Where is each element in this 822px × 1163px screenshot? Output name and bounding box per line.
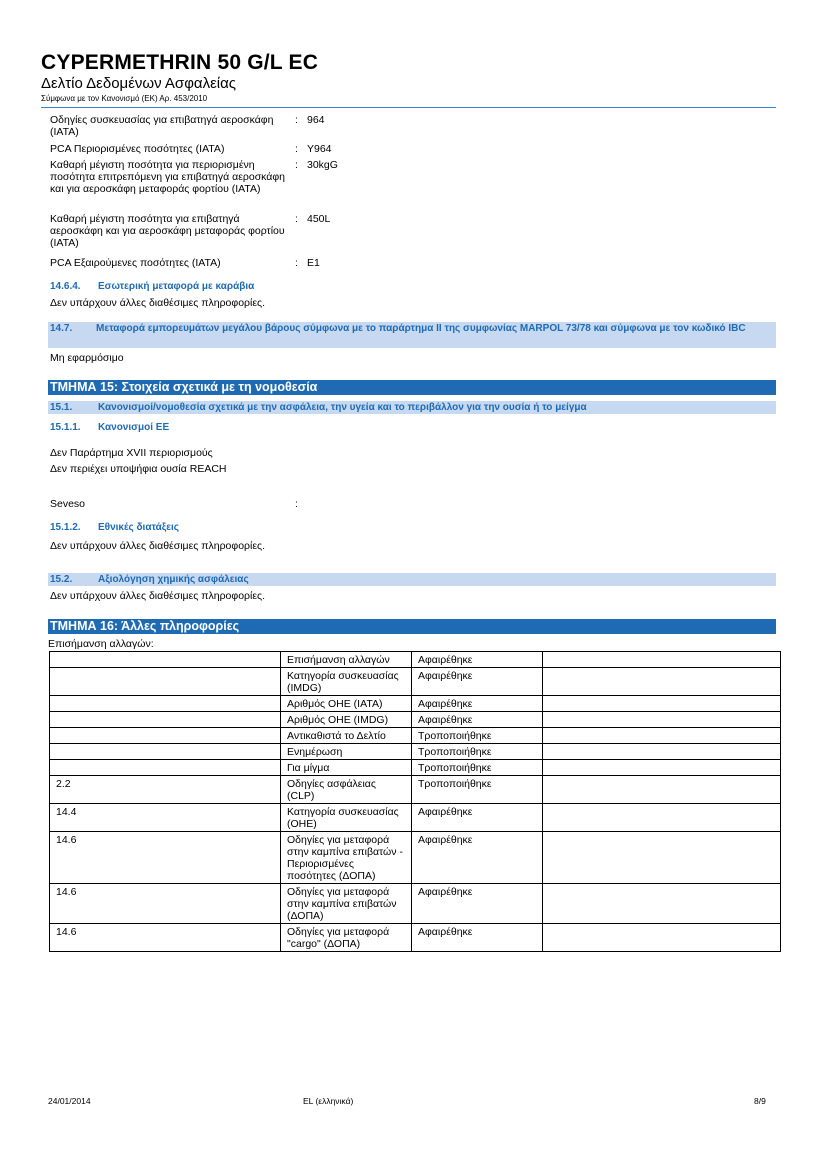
field-cell: Αριθμός ΟΗΕ (IMDG) xyxy=(281,712,412,728)
subsection-heading-14-6-4 xyxy=(50,281,254,293)
change-type-cell: Αφαιρέθηκε xyxy=(412,832,543,884)
table-row xyxy=(50,832,781,884)
iata-key: PCA Εξαιρούμενες ποσότητες (IATA) xyxy=(50,257,221,269)
change-type-cell: Αφαιρέθηκε xyxy=(412,884,543,924)
subsection-number: 14.7. xyxy=(50,323,73,334)
section-cell: 14.6 xyxy=(50,924,281,952)
field-cell: Αριθμός ΟΗΕ (IATA) xyxy=(281,696,412,712)
document-title: CYPERMETHRIN 50 G/L EC xyxy=(41,51,319,74)
field-cell: Οδηγίες ασφάλειας (CLP) xyxy=(281,776,412,804)
subsection-heading-15-1-1 xyxy=(50,422,169,434)
note-cell xyxy=(543,744,781,760)
footer-language: EL (ελληνικά) xyxy=(303,1096,354,1106)
note-cell xyxy=(543,728,781,744)
field-cell: Οδηγίες για μεταφορά στην καμπίνα επιβατών (ΔΟΠΑ) xyxy=(281,884,412,924)
subsection-text: Μη εφαρμόσιμο xyxy=(50,352,124,364)
iata-value: 450L xyxy=(307,213,331,225)
subsection-title: Εσωτερική μεταφορά με καράβια xyxy=(98,281,255,292)
seveso-row xyxy=(50,498,780,510)
iata-row xyxy=(50,114,780,138)
table-row xyxy=(50,924,781,952)
colon: : xyxy=(295,159,298,171)
section-cell xyxy=(50,728,281,744)
field-cell: Κατηγορία συσκευασίας (IMDG) xyxy=(281,668,412,696)
iata-key: Οδηγίες συσκευασίας για επιβατηγά αεροσκάφη (IATA) xyxy=(50,114,274,138)
subsection-title: Μεταφορά εμπορευμάτων μεγάλου βάρους σύμφωνα με το παράρτημα II της συμφωνίας MARPOL 73/78 και σύμφωνα με τον κωδικό IBC xyxy=(96,323,746,334)
field-cell: Για μίγμα xyxy=(281,760,412,776)
change-type-cell: Τροποποιήθηκε xyxy=(412,760,543,776)
section-cell xyxy=(50,760,281,776)
note-cell xyxy=(543,832,781,884)
change-type-cell: Τροποποιήθηκε xyxy=(412,776,543,804)
note-cell xyxy=(543,924,781,952)
subsection-title: Κανονισμοί ΕΕ xyxy=(98,422,170,433)
table-row xyxy=(50,728,781,744)
changes-label: Επισήμανση αλλαγών: xyxy=(48,638,154,650)
section-cell xyxy=(50,696,281,712)
field-cell: Επισήμανση αλλαγών xyxy=(281,652,412,668)
subsection-number: 15.2. xyxy=(50,574,73,585)
colon: : xyxy=(295,143,298,155)
note-cell xyxy=(543,760,781,776)
note-cell xyxy=(543,804,781,832)
change-type-cell: Τροποποιήθηκε xyxy=(412,728,543,744)
section-cell: 14.4 xyxy=(50,804,281,832)
table-row xyxy=(50,696,781,712)
subsection-number: 14.6.4. xyxy=(50,281,81,292)
header-divider xyxy=(41,107,776,108)
field-cell: Κατηγορία συσκευασίας (ΟΗΕ) xyxy=(281,804,412,832)
iata-row xyxy=(50,213,780,249)
table-row xyxy=(50,668,781,696)
change-type-cell: Αφαιρέθηκε xyxy=(412,668,543,696)
iata-value: 30kgG xyxy=(307,159,338,171)
subsection-text: Δεν υπάρχουν άλλες διαθέσιμες πληροφορίες. xyxy=(50,297,265,309)
table-row xyxy=(50,744,781,760)
colon: : xyxy=(295,213,298,225)
section-15-header: ΤΜΗΜΑ 15: Στοιχεία σχετικά με τη νομοθεσία xyxy=(48,380,776,395)
regulation-line: Δεν περιέχει υποψήφια ουσία REACH xyxy=(50,463,227,475)
subsection-number: 15.1.2. xyxy=(50,522,81,533)
section-cell: 14.6 xyxy=(50,832,281,884)
colon: : xyxy=(295,257,298,269)
subsection-number: 15.1.1. xyxy=(50,422,81,433)
regulation-reference: Σύμφωνα με τον Κανονισμό (ΕΚ) Αρ. 453/2010 xyxy=(41,94,208,103)
section-cell xyxy=(50,712,281,728)
section-cell xyxy=(50,668,281,696)
subsection-title: Αξιολόγηση χημικής ασφάλειας xyxy=(98,574,249,585)
note-cell xyxy=(543,884,781,924)
change-type-cell: Αφαιρέθηκε xyxy=(412,652,543,668)
iata-value: Y964 xyxy=(307,143,332,155)
change-type-cell: Αφαιρέθηκε xyxy=(412,804,543,832)
section-cell xyxy=(50,652,281,668)
section-cell: 2.2 xyxy=(50,776,281,804)
change-type-cell: Αφαιρέθηκε xyxy=(412,712,543,728)
iata-key: PCA Περιορισμένες ποσότητες (IATA) xyxy=(50,143,225,155)
iata-row xyxy=(50,257,780,269)
regulation-line: Δεν Παράρτημα XVII περιορισμούς xyxy=(50,447,213,459)
field-cell: Οδηγίες για μεταφορά "cargo" (ΔΟΠΑ) xyxy=(281,924,412,952)
field-cell: Οδηγίες για μεταφορά στην καμπίνα επιβατών - Περιορισμένες ποσότητες (ΔΟΠΑ) xyxy=(281,832,412,884)
iata-key: Καθαρή μέγιστη ποσότητα για περιορισμένη ποσότητα επιτρεπόμενη για επιβατηγά αεροσκάφη και για αεροσκάφη μεταφοράς φορτίου (IATA) xyxy=(50,159,286,195)
subsection-band-15-1 xyxy=(48,401,776,414)
section-16-header: ΤΜΗΜΑ 16: Άλλες πληροφορίες xyxy=(48,619,776,634)
footer-date: 24/01/2014 xyxy=(48,1096,91,1106)
colon: : xyxy=(295,498,298,510)
change-type-cell: Αφαιρέθηκε xyxy=(412,924,543,952)
table-row xyxy=(50,760,781,776)
iata-key: Καθαρή μέγιστη ποσότητα για επιβατηγά αεροσκάφη και για αεροσκάφη μεταφοράς φορτίου (IATA) xyxy=(50,213,285,249)
table-row xyxy=(50,804,781,832)
changes-table xyxy=(49,651,781,952)
table-row xyxy=(50,776,781,804)
field-cell: Αντικαθιστά το Δελτίο xyxy=(281,728,412,744)
subsection-title: Εθνικές διατάξεις xyxy=(98,522,179,533)
table-row xyxy=(50,884,781,924)
subsection-band-15-2 xyxy=(48,573,776,586)
note-cell xyxy=(543,668,781,696)
note-cell xyxy=(543,652,781,668)
colon: : xyxy=(295,114,298,126)
iata-row xyxy=(50,143,780,155)
note-cell xyxy=(543,776,781,804)
section-cell xyxy=(50,744,281,760)
note-cell xyxy=(543,696,781,712)
section-cell: 14.6 xyxy=(50,884,281,924)
change-type-cell: Αφαιρέθηκε xyxy=(412,696,543,712)
subsection-band-14-7 xyxy=(48,322,776,348)
seveso-label: Seveso xyxy=(50,498,86,510)
iata-value: E1 xyxy=(307,257,320,269)
table-row xyxy=(50,652,781,668)
subsection-title: Κανονισμοί/νομοθεσία σχετικά με την ασφάλεια, την υγεία και το περιβάλλον για την ουσία ή το μείγμα xyxy=(98,402,587,413)
footer-page-number: 8/9 xyxy=(754,1096,766,1106)
change-type-cell: Τροποποιήθηκε xyxy=(412,744,543,760)
iata-value: 964 xyxy=(307,114,325,126)
subsection-text: Δεν υπάρχουν άλλες διαθέσιμες πληροφορίες. xyxy=(50,540,265,552)
document-subtitle: Δελτίο Δεδομένων Ασφαλείας xyxy=(41,75,237,92)
subsection-heading-15-1-2 xyxy=(50,522,179,534)
table-row xyxy=(50,712,781,728)
note-cell xyxy=(543,712,781,728)
subsection-number: 15.1. xyxy=(50,402,73,413)
iata-row xyxy=(50,159,780,207)
field-cell: Ενημέρωση xyxy=(281,744,412,760)
subsection-text: Δεν υπάρχουν άλλες διαθέσιμες πληροφορίες. xyxy=(50,590,265,602)
